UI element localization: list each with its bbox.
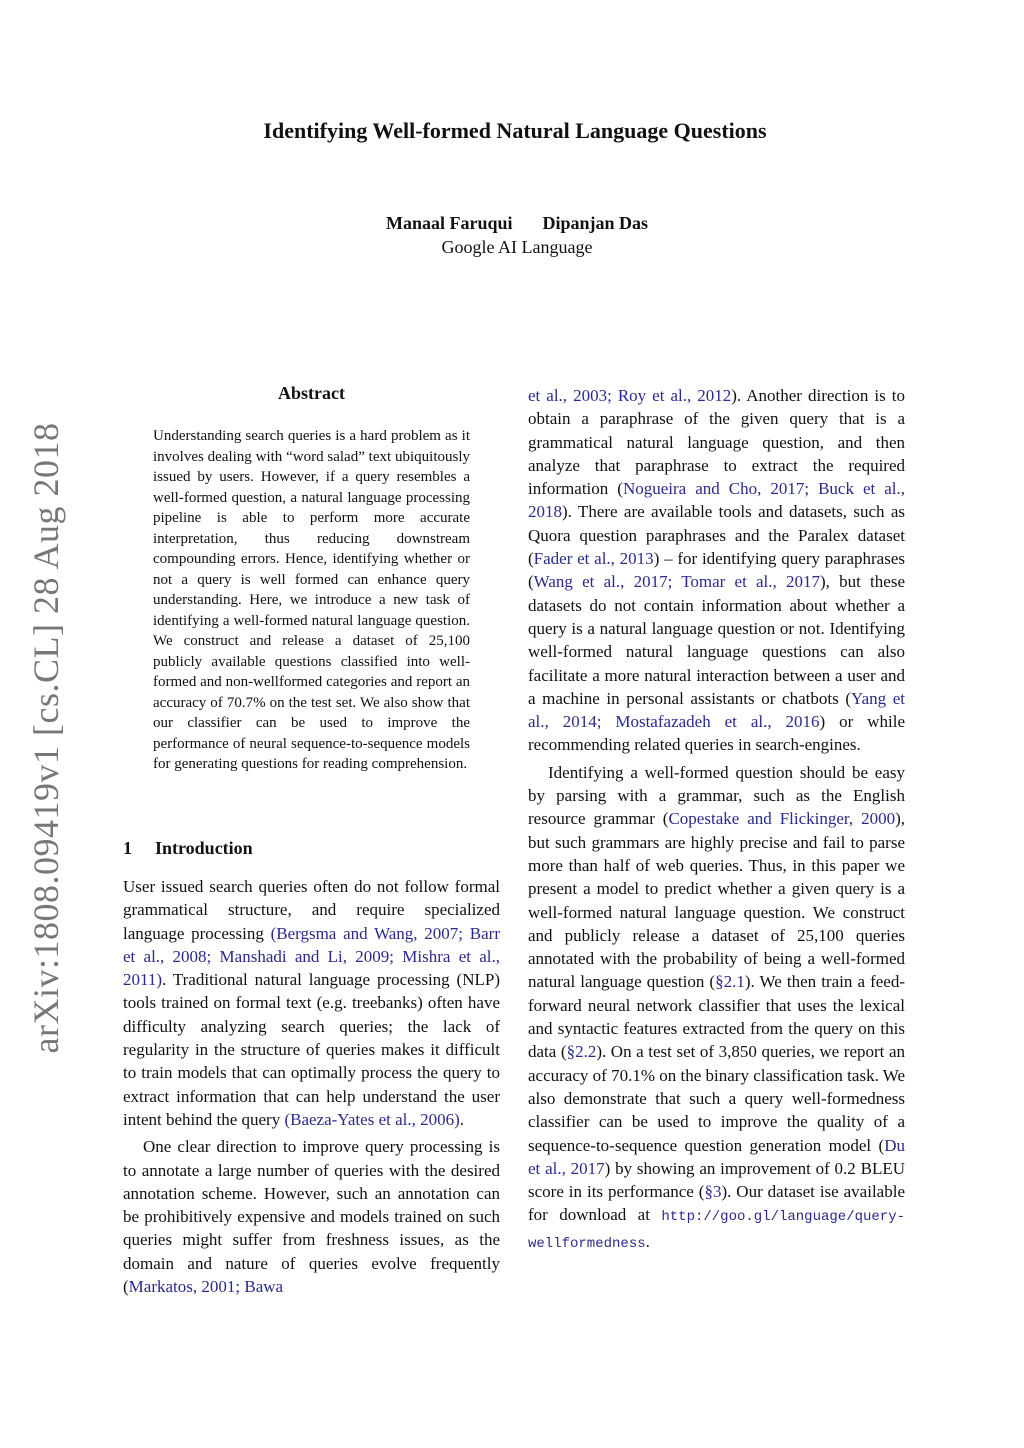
text-run: ), but these datasets do not contain information about whether a query is a natural language question or not. Identifying well-formed natural language questions can also facilitate a more natural interaction between a user and a machine in personal assistants or chatbots ( — [528, 572, 905, 708]
author-name: Manaal Faruqui — [385, 213, 513, 233]
section-reference-link[interactable]: §3 — [704, 1182, 722, 1202]
paragraph — [123, 1135, 500, 1298]
citation-link[interactable]: Markatos, 2001; Bawa — [128, 1277, 284, 1297]
citation-link[interactable]: et al., 2003; Roy et al., 2012 — [528, 386, 732, 405]
paragraph — [123, 875, 500, 1131]
abstract-heading: Abstract — [278, 383, 345, 403]
left-column — [123, 875, 500, 1298]
text-run: ). There are available tools and datasets, such as Quora question paraphrases and the Paralex dataset ( — [528, 502, 905, 569]
citation-link[interactable]: Wang et al., 2017; Tomar et al., 2017 — [533, 572, 820, 592]
text-run: . — [459, 1109, 465, 1129]
citation-link[interactable]: Nogueira and Cho, 2017; Buck et al., 2018 — [528, 479, 906, 522]
text-run: ) by showing an improvement of 0.2 BLEU score in its performance ( — [528, 1158, 905, 1202]
paragraph — [528, 761, 905, 1256]
text-run: . — [645, 1231, 650, 1251]
text-run: ). We then train a feed-forward neural network classifier that uses the lexical and syntactic features extracted from the query on this data ( — [528, 972, 905, 1062]
section-heading — [123, 838, 253, 859]
text-run: ). On a test set of 3,850 queries, we report an accuracy of 70.1% on the binary classification task. We also demonstrate that such a query well-formedness classifier can be used to improve the quality of a sequence-to-sequence question generation model ( — [528, 1042, 906, 1155]
paragraph — [528, 384, 905, 757]
text-run: User issued search queries often do not follow formal grammatical structure, and require specialized language processing — [123, 877, 500, 943]
text-run: ). Our dataset ise available for download at — [528, 1182, 905, 1225]
text-run: ) – for identifying query paraphrases ( — [528, 549, 905, 592]
citation-link[interactable]: Yang et al., 2014; Mostafazadeh et al., 2016 — [528, 688, 906, 732]
right-column — [528, 384, 905, 1256]
citation-link[interactable]: Du et al., 2017 — [528, 1135, 905, 1178]
arxiv-identifier: arXiv:1808.09419v1 [cs.CL] 28 Aug 2018 — [26, 422, 66, 1054]
text-run: ). Another direction is to obtain a paraphrase of the given query that is a grammatical natural language question, and then analyze that paraphrase to extract the required information ( — [528, 386, 905, 499]
dataset-url-link[interactable]: http://goo.gl/language/query-wellformedness — [528, 1209, 905, 1252]
citation-link[interactable]: (Bergsma and Wang, 2007; Barr et al., 2008; Manshadi and Li, 2009; Mishra et al., 2011) — [123, 923, 500, 990]
arxiv-sidebar — [6, 418, 86, 1058]
section-reference-link[interactable]: §2.1 — [715, 972, 745, 992]
author-name: Dipanjan Das — [542, 213, 649, 233]
citation-link[interactable]: Copestake and Flickinger, 2000 — [668, 809, 896, 829]
text-run: One clear direction to improve query processing is to annotate a large number of queries with the desired annotation scheme. However, such an annotation can be prohibitively expensive and models trained on such queries might suffer from freshness issues, as the domain and nature of queries evolve frequently ( — [123, 1137, 500, 1297]
text-run: Identifying a well-formed question should be easy by parsing with a grammar, such as the English resource grammar ( — [528, 762, 905, 829]
citation-link[interactable]: Fader et al., 2013 — [533, 549, 654, 569]
text-run: ), but such grammars are highly precise and fail to parse more than half of web queries. Thus, in this paper we present a model to predict whether a given query is a well-formed natural language question. We construct and publicly release a dataset of 25,100 queries annotated with the probability of being a well-formed natural language question ( — [528, 809, 905, 992]
author-block — [0, 213, 1024, 258]
abstract-text: Understanding search queries is a hard problem as it involves dealing with “word salad” text ubiquitously issued by users. However, if a query resembles a well-formed question, a natural language processing pipeline is able to perform more accurate interpretation, thus reducing downstream compounding errors. Hence, identifying whether or not a query is well formed can enhance query understanding. Here, we introduce a new task of identifying a well-formed natural language question. We construct and release a dataset of 25,100 publicly available questions classified into well-formed and non-wellformed categories and report an accuracy of 70.7% on the test set. We also show that our classifier can be used to improve the performance of neural sequence-to-sequence models for generating questions for reading comprehension. — [153, 428, 470, 772]
section-title: Introduction — [155, 838, 253, 858]
paper-title: Identifying Well-formed Natural Language Questions — [263, 118, 767, 143]
section-number: 1 — [123, 838, 132, 858]
section-reference-link[interactable]: §2.2 — [566, 1042, 597, 1062]
text-run: . Traditional natural language processing (NLP) tools trained on formal text (e.g. treebanks) often have difficulty analyzing search queries; the lack of regularity in the structure of queries makes it difficult to train models that can optimally process the query to extract information that can help understand the user intent behind the query — [123, 970, 500, 1129]
citation-link[interactable]: (Baeza-Yates et al., 2006) — [284, 1109, 460, 1129]
text-run: ) or while recommending related queries in search-engines. — [528, 712, 906, 755]
affiliation: Google AI Language — [441, 237, 593, 257]
